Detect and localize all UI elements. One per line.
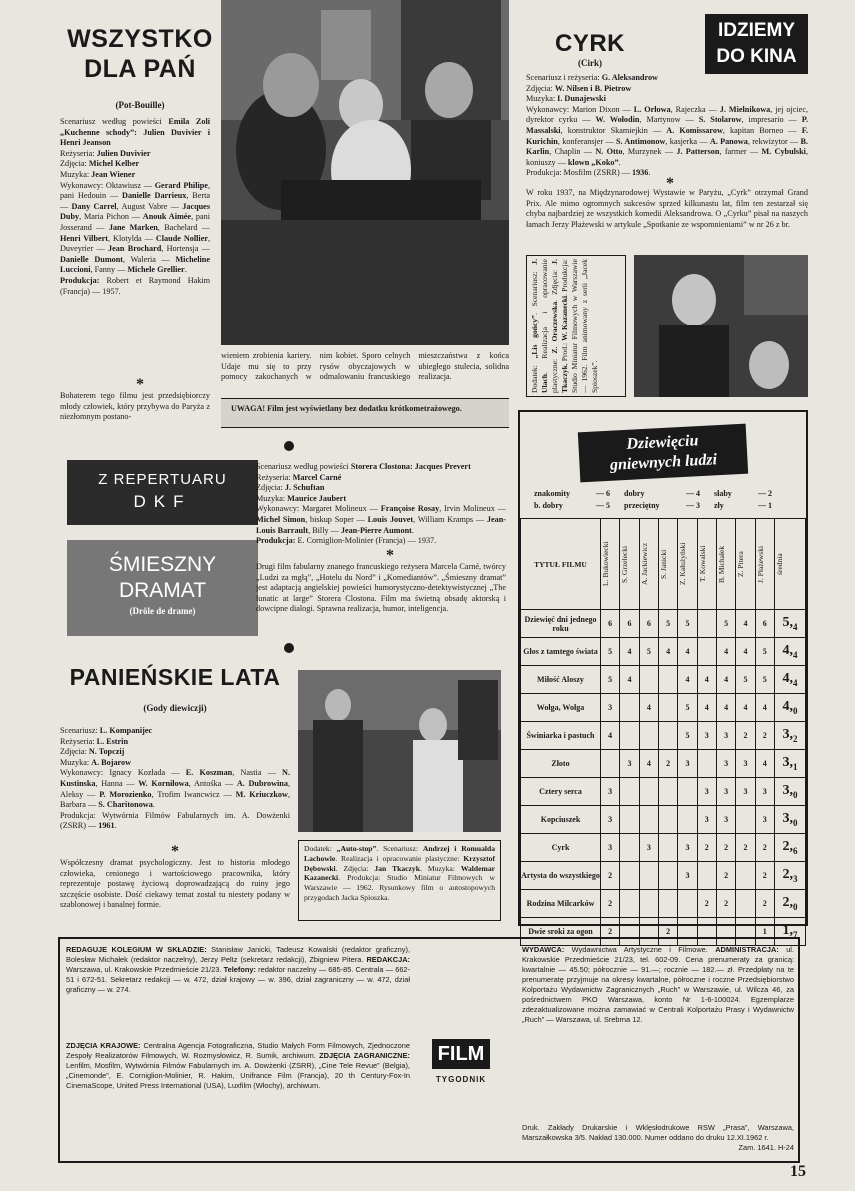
average-integer: 2, — [782, 895, 793, 911]
smieszny-credits: Scenariusz według powieści Storera Clostona: Jacques Prevert Reżyseria: Marcel Carné Zdjęcia: J. Schuftan Muzyka: Maurice Jaubert Wykonawcy: Margaret Molineux — Françoise Rosay, Irvin Molineux — Michel Simon, biskup Soper — Louis Jouvet, William Kramps — Jean-Louis Barrault, Billy — Jean-Pierre Aumont. Produkcja: E. Corniglion-Molinier (Francja) — 1937. — [256, 462, 507, 546]
average-decimal: 6 — [792, 845, 798, 856]
panienskie-still-photo — [298, 670, 501, 832]
score-cell: 2 — [601, 862, 620, 890]
score-cell: 1 — [755, 918, 774, 946]
ratings-panel — [518, 410, 808, 940]
title-line: DLA PAŃ — [84, 55, 196, 83]
score-cell: 3 — [601, 694, 620, 722]
ratings-table — [520, 518, 806, 946]
average-integer: 5, — [782, 615, 793, 631]
badge-line: DO KINA — [716, 46, 797, 67]
legend-label: przeciętny — [624, 501, 660, 510]
photo-credits: ZDJĘCIA KRAJOWE: Centralna Agencja Fotograficzna, Studio Małych Form Filmowych, Zjednoczone Zespoły Realizatorów Filmowych, W. Rozmysłowicz, R. Sumik, archiwum. ZDJĘCIA ZAGRANICZNE: Lenfilm, Mosfilm, Wytwórnia Filmów Fabularnych im. A. Dowżenki (ZSRR), „Cine Tele Revue” (Belgia), „Cinemonde”, E. Corniglion-Molinier, R. Hakim, Unifrance Film (Francja), 20 th Century-Fox-In CinemaScope, United Press International (USA), Luxfilm (Włochy), archiwum. — [66, 1041, 410, 1090]
score-cell: 2 — [755, 862, 774, 890]
critic-header — [678, 519, 697, 610]
wszystko-original-title: (Pot-Bouille) — [115, 100, 165, 110]
legend-label: słaby — [714, 489, 732, 498]
score-cell: 2 — [601, 890, 620, 918]
score-cell: 5 — [716, 610, 735, 638]
score-cell — [639, 666, 658, 694]
panienskie-credits: Scenariusz: L. Kompanijec Reżyseria: L. Estrin Zdjęcia: N. Topczij Muzyka: A. Bojarow Wykonawcy: Ignacy Kozłada — E. Koszman, Nastia — N. Kustinska, Hanna — W. Korniłowa, Antośka — A. Dubrowina, Aleksy — P. Morozienko, Trofim Iwancwicz — M. Kriuczkow, Barbara — S. Charitonowa. Produkcja: Wytwórnia Filmów Fabularnych im. A. Dowżenki (ZSRR) — 1961. — [60, 726, 291, 831]
score-cell — [620, 806, 639, 834]
score-cell: 5 — [755, 666, 774, 694]
score-cell — [620, 694, 639, 722]
critic-name: Z. Pitera — [736, 551, 746, 577]
average-cell — [774, 834, 805, 862]
average-decimal: 2 — [792, 733, 798, 744]
score-cell — [736, 890, 755, 918]
average-decimal: 4 — [792, 649, 798, 660]
score-cell: 3 — [716, 806, 735, 834]
score-cell — [639, 722, 658, 750]
film-title-cell: Rodzina Milcarków — [521, 890, 601, 918]
critic-name: Z. Kałużyński — [678, 542, 688, 586]
panienskie-title: PANIEŃSKIE LATA — [69, 664, 281, 690]
legend-label: dobry — [624, 489, 645, 498]
score-cell: 2 — [697, 890, 716, 918]
score-cell — [658, 666, 677, 694]
wszystko-review: Bohaterem tego filmu jest przedsiębiorczy młody człowiek, który przybywa do Paryża z niezłomnym postano- — [60, 391, 210, 422]
wszystko-credits: Scenariusz według powieści Emila Zoli „Kuchenne schody”: Julien Duvivier i Henri Jeanson Reżyseria: Julien Duvivier Zdjęcia: Michel Kelber Muzyka: Jean Wiener Wykonawcy: Oktawiusz — Gerard Philipe, pani Hedouin — Danielle Darrieux, Berta — Dany Carrel, August Vabre — Jacques Duby, Maria Pichon — Anouk Aimée, pani Josserand — Jane Marken, Bachelard — Henri Vilbert, Klotylda — Claude Nollier, Duveyrier — Jean Brochard, Hortensja — Danielle Dumont, Waleria — Micheline Luccioni, Fanny — Michele Grellier. Produkcja: Robert et Raymond Hakim (Francja) — 1957. — [60, 117, 211, 296]
average-cell — [774, 890, 805, 918]
average-integer: 2, — [782, 867, 793, 883]
average-integer: 2, — [782, 839, 793, 855]
average-integer: 3, — [782, 811, 793, 827]
score-cell — [678, 806, 697, 834]
score-cell — [658, 806, 677, 834]
average-cell — [774, 694, 805, 722]
score-cell: 4 — [755, 750, 774, 778]
film-logo: FILM — [432, 1039, 490, 1069]
critic-name: J. Płażewski — [755, 545, 765, 583]
film-title-cell: Głos z tamtego świata — [521, 638, 601, 666]
dkf-label: Z REPERTUARU — [98, 471, 227, 488]
critic-name: S. Grzelecki — [620, 545, 630, 583]
score-cell: 2 — [736, 722, 755, 750]
film-title-cell: Dwie sroki za ogon — [521, 918, 601, 946]
average-cell — [774, 778, 805, 806]
score-cell: 4 — [736, 694, 755, 722]
wszystko-still-photo — [221, 0, 509, 345]
legend-value: — 6 — [596, 489, 610, 498]
score-cell — [658, 778, 677, 806]
editorial-board: REDAGUJE KOLEGIUM W SKŁADZIE: Stanisław Janicki, Tadeusz Kowalski (redaktor graficzny), Bolesław Michałek (redaktor naczelny), Jerzy Peltz (sekretarz redakcji), Zbigniew Pitera. REDAKCJA: Warszawa, ul. Krakowskie Przedmieście 21/23. Telefony: redaktor naczelny — 685-85. Centrala — 662-51 i 672-51. Sekretarz redakcji — w. 472, dział krajowy — w. 396, dział zagraniczny — w. 472, dział graficzny — w. 274. — [66, 945, 411, 994]
separator-star: * — [171, 843, 179, 860]
score-cell — [697, 750, 716, 778]
average-integer: 3, — [782, 755, 793, 771]
average-cell — [774, 750, 805, 778]
score-cell — [620, 778, 639, 806]
smieszny-review: Drugi film fabularny znanego francuskiego reżysera Marcela Carné, twórcy „Ludzi za mgłą”, „Hotelu du Nord” i „Komediantów”. „Śmieszny dramat” jest adaptacją angielskiej powieści humorystyczno-detektywistycznej „The lunatic at large” Storera Clostona. Film ma świetną obsadę aktorską i dowcipne dialogi. Sprawna realizacja, humor, inteligencja. — [256, 562, 506, 614]
critic-header — [755, 519, 774, 610]
average-decimal: 0 — [792, 705, 798, 716]
publisher-info: WYDAWCA: Wydawnictwa Artystyczne i Filmowe. ADMINISTRACJA: ul. Krakowskie Przedmieście 21/23, tel. 602-09. Cena prenumeraty za granicą: kwartalnie — 45.50; półrocznie — 91.—; rocznie — 182.— zł. Przedpłaty na te prenumeratę przyjmuje na okresy kwartalne, półroczne i roczne Przedsiębiorstwo Kolportażu Wydawnictw Zagranicznych „Ruch” w Warszawie, ul. Wilcza 46, za pośrednictwem PKO Warszawa, konto Nr 1-6-100024. Egzemplarze zdezaktualizowane można zamawiać w Centrali Kolportażu Prasy i Wydawnictw „Ruch” — Warszawa, ul. Srebrna 12. — [522, 945, 795, 1024]
score-cell: 3 — [736, 778, 755, 806]
average-cell — [774, 638, 805, 666]
cyrk-addon-box — [526, 255, 626, 397]
table-row — [521, 890, 806, 918]
legend-value: — 4 — [686, 489, 700, 498]
wszystko-note: UWAGA! Film jest wyświetlany bez dodatku krótkometrażowego. — [231, 404, 462, 413]
score-cell: 5 — [678, 722, 697, 750]
score-cell — [658, 862, 677, 890]
score-cell — [639, 806, 658, 834]
average-cell — [774, 862, 805, 890]
score-cell: 5 — [678, 610, 697, 638]
score-cell — [639, 890, 658, 918]
score-cell: 6 — [755, 610, 774, 638]
average-integer: 4, — [782, 699, 793, 715]
score-cell: 2 — [755, 834, 774, 862]
table-row — [521, 806, 806, 834]
score-cell — [658, 722, 677, 750]
score-cell: 4 — [697, 666, 716, 694]
average-integer: 3, — [782, 783, 793, 799]
panienskie-review: Współczesny dramat psychologiczny. Jest to historia młodego człowieka, cenionego i wartościowego pracownika, który reprezentuje postawę życiową doprowadzającą do ruiny jego szczęście osobiste. Dość ciekawy temat został tu niestety podany w szablonowej i banalnej formie. — [60, 858, 290, 910]
critic-name: A. Jackiewicz — [639, 542, 649, 586]
average-decimal: 0 — [792, 901, 798, 912]
legend-row — [534, 488, 792, 500]
score-cell: 2 — [716, 890, 735, 918]
table-row — [521, 722, 806, 750]
score-cell: 3 — [678, 750, 697, 778]
score-cell: 6 — [620, 610, 639, 638]
ratings-title-line: Dziewięciu — [626, 432, 699, 453]
cyrk-review: W roku 1937, na Międzynarodowej Wystawie w Paryżu, „Cyrk” otrzymał Grand Prix. Ale mimo ogromnych sukcesów sprzed kilkunastu lat, film ten zestarzał się chyba najbardziej ze wszystkich komedii Aleksandrowa. O „Cyrku” pisał na naszych łamach Jerzy Płażewski w artykule „Spotkanie ze wspomnieniami” w nr 26 z br. — [526, 188, 808, 229]
score-cell: 5 — [678, 694, 697, 722]
table-row — [521, 610, 806, 638]
critic-header — [620, 519, 639, 610]
bullet-dot — [284, 643, 294, 653]
score-cell: 5 — [601, 638, 620, 666]
legend-label: b. dobry — [534, 501, 563, 510]
score-cell: 5 — [658, 610, 677, 638]
score-cell: 2 — [716, 834, 735, 862]
score-cell: 2 — [697, 834, 716, 862]
ratings-title-line: gniewnych ludzi — [609, 451, 718, 474]
score-cell: 3 — [601, 778, 620, 806]
average-decimal: 3 — [792, 873, 798, 884]
score-cell: 2 — [716, 862, 735, 890]
critic-header — [716, 519, 735, 610]
score-cell — [697, 862, 716, 890]
panienskie-addon: Dodatek: „Auto-stop”. Scenariusz: Andrzej i Romualda Lachowie. Realizacja i opracowanie plastyczne: Krzysztof Dębowski. Zdjęcia: Jan Tkaczyk. Muzyka: Waldemar Kazanecki. Produkcja: Studio Miniatur Filmowych w Warszawie — 1962. Rysunkowy film o autostopowych przygodach Jacka Spioszka. — [304, 844, 496, 902]
wszystko-title — [60, 24, 220, 84]
page-number: 15 — [790, 1163, 806, 1180]
score-cell: 4 — [716, 638, 735, 666]
table-row — [521, 666, 806, 694]
score-cell: 5 — [736, 666, 755, 694]
score-cell: 3 — [620, 750, 639, 778]
score-cell: 4 — [639, 750, 658, 778]
score-cell: 4 — [736, 610, 755, 638]
score-cell: 4 — [755, 694, 774, 722]
score-cell: 3 — [697, 778, 716, 806]
score-cell: 3 — [678, 862, 697, 890]
average-decimal: 0 — [792, 817, 798, 828]
ratings-header-row — [521, 519, 806, 610]
wszystko-note-box — [221, 398, 509, 428]
critic-header — [658, 519, 677, 610]
score-cell: 6 — [639, 610, 658, 638]
average-integer: 4, — [782, 643, 793, 659]
average-decimal: 4 — [792, 677, 798, 688]
separator-star: * — [136, 376, 144, 393]
score-cell — [639, 862, 658, 890]
score-cell: 3 — [697, 806, 716, 834]
score-cell — [697, 610, 716, 638]
separator-star: * — [386, 547, 394, 564]
score-cell — [736, 806, 755, 834]
score-cell: 3 — [716, 722, 735, 750]
score-cell: 3 — [755, 778, 774, 806]
score-cell: 2 — [658, 918, 677, 946]
score-cell — [620, 834, 639, 862]
table-row — [521, 694, 806, 722]
score-cell — [601, 750, 620, 778]
score-cell: 4 — [620, 638, 639, 666]
score-cell: 2 — [658, 750, 677, 778]
score-cell: 3 — [736, 750, 755, 778]
film-title-cell: Cyrk — [521, 834, 601, 862]
film-title-cell: Wołga, Wołga — [521, 694, 601, 722]
average-cell — [774, 722, 805, 750]
table-row — [521, 750, 806, 778]
average-decimal: 0 — [792, 789, 798, 800]
score-cell: 4 — [658, 638, 677, 666]
dkf-repertoire-box — [67, 460, 258, 525]
score-cell: 4 — [639, 694, 658, 722]
average-decimal: 1 — [792, 761, 798, 772]
film-title-cell: Złoto — [521, 750, 601, 778]
score-cell: 4 — [716, 666, 735, 694]
critic-name: średnia — [774, 553, 784, 575]
critic-header — [736, 519, 755, 610]
score-cell: 4 — [620, 666, 639, 694]
ratings-legend — [534, 488, 792, 512]
average-cell — [774, 610, 805, 638]
score-cell — [658, 890, 677, 918]
score-cell — [678, 890, 697, 918]
legend-value: — 3 — [686, 501, 700, 510]
legend-value: — 1 — [758, 501, 772, 510]
cyrk-addon: Dodatek: „Lis gońcy”. Scenariusz: J. Ulach. Realizacja i opracowanie plastyczne: Z. Oraczewska. Zdjęcia: J. Tkaczyk, Prod.: W. Kazanecki. Produkcja: Studio Miniatur Filmowych w Warszawie — 1962. Film animowany z serii „Jacek Spioszek”. — [530, 259, 599, 393]
score-cell — [658, 694, 677, 722]
panienskie-addon-box — [298, 840, 501, 921]
bullet-dot — [284, 441, 294, 451]
critic-header — [774, 519, 805, 610]
print-info: Druk. Zakłady Drukarskie i Wklęsłodrukowe RSW „Prasa”, Warszawa, Marszałkowska 3/5. Nakład 130.000. Numer oddano do druku 12.XI.1962 r. — [522, 1123, 794, 1142]
order-number: Zam. 1641. H-24 — [738, 1143, 794, 1152]
average-integer: 4, — [782, 671, 793, 687]
wszystko-review-continued: wieniem zrobienia kariery. Udaje mu się to przy pomocy zakochanych w nim kobiet. Sporo celnych rysów obyczajowych w odmalowaniu francuskiego mieszczaństwa z końca ubiegłego stulecia, solidna realizacja. — [221, 351, 509, 382]
critic-name: T. Kowalski — [697, 545, 707, 583]
cyrk-still-photo — [634, 255, 808, 397]
score-cell: 4 — [678, 638, 697, 666]
badge-line: IDZIEMY — [717, 20, 796, 41]
title-line: WSZYSTKO — [67, 25, 213, 53]
legend-label: zły — [714, 501, 724, 510]
cyrk-original-title: (Cirk) — [578, 58, 602, 68]
editorial-footer — [58, 937, 800, 1163]
average-integer: 3, — [782, 727, 793, 743]
score-cell: 3 — [697, 722, 716, 750]
score-cell: 3 — [716, 750, 735, 778]
cyrk-credits: Scenariusz i reżyseria: G. Aleksandrow Zdjęcia: W. Nilsen i B. Pietrow Muzyka: I. Dunajewski Wykonawcy: Marion Dixon — L. Orłowa, Rajeczka — J. Mielnikowa, jej ojciec, dyrektor cyrku — W. Wołodin, Martynow — S. Stolarow, impresario — P. Massalski, konstruktor Skamiejkin — A. Komissarow, kapitan Borneo — F. Kurichin, konferansjer — S. Antimonow, kasjerka — A. Panowa, rekwizytor — B. Karlin, Chaplin — N. Otto, Murzynek — J. Patterson, farmer — M. Cybulski, koniuszy — klown „Koko”. Produkcja: Mosfilm (ZSRR) — 1936. — [526, 73, 809, 178]
score-cell: 5 — [601, 666, 620, 694]
ratings-title — [578, 424, 748, 483]
score-cell: 3 — [601, 834, 620, 862]
score-cell: 3 — [678, 834, 697, 862]
score-cell: 2 — [736, 834, 755, 862]
smieszny-original-title: (Drôle de drame) — [129, 606, 196, 616]
critic-header — [697, 519, 716, 610]
panienskie-original-title: (Gody diewiczji) — [143, 703, 207, 713]
film-title-cell: Artysta do wszystkiego — [521, 862, 601, 890]
score-cell: 3 — [755, 806, 774, 834]
score-cell: 5 — [639, 638, 658, 666]
film-title-cell: Świniarka i pastuch — [521, 722, 601, 750]
table-row — [521, 638, 806, 666]
title-line: DRAMAT — [118, 579, 207, 602]
score-cell: 3 — [601, 806, 620, 834]
table-row — [521, 862, 806, 890]
smieszny-dramat-title-box — [67, 540, 258, 636]
critic-header — [639, 519, 658, 610]
critic-name: S. Janicki — [658, 549, 668, 579]
score-cell: 2 — [755, 890, 774, 918]
film-title-header: TYTUŁ FILMU — [521, 519, 601, 610]
critic-header — [601, 519, 620, 610]
critic-name: L. Bukowiecki — [601, 541, 610, 587]
critic-name: B. Michałek — [716, 545, 726, 583]
score-cell — [639, 778, 658, 806]
score-cell — [620, 722, 639, 750]
average-integer: 1, — [782, 923, 793, 939]
score-cell: 2 — [601, 918, 620, 946]
average-decimal: 4 — [792, 621, 798, 632]
film-title-cell: Cztery serca — [521, 778, 601, 806]
film-title-cell: Kopciuszek — [521, 806, 601, 834]
title-line: ŚMIESZNY — [108, 553, 217, 576]
idziemy-do-kina-badge — [705, 14, 808, 74]
score-cell: 3 — [716, 778, 735, 806]
score-cell: 3 — [639, 834, 658, 862]
legend-row — [534, 500, 792, 512]
score-cell: 6 — [601, 610, 620, 638]
film-logo-subtitle: TYGODNIK — [435, 1075, 487, 1084]
separator-star: * — [666, 175, 674, 192]
score-cell — [697, 638, 716, 666]
average-cell — [774, 806, 805, 834]
table-row — [521, 778, 806, 806]
score-cell — [736, 862, 755, 890]
score-cell — [620, 890, 639, 918]
dkf-label: DKF — [133, 492, 192, 511]
score-cell: 5 — [755, 638, 774, 666]
film-title-cell: Dziewięć dni jednego roku — [521, 610, 601, 638]
cyrk-title: CYRK — [554, 30, 625, 57]
score-cell: 4 — [601, 722, 620, 750]
legend-value: — 5 — [596, 501, 610, 510]
average-decimal: 7 — [792, 929, 798, 940]
film-title-cell: Miłość Aloszy — [521, 666, 601, 694]
legend-label: znakomity — [534, 489, 570, 498]
legend-value: — 2 — [758, 489, 772, 498]
table-row — [521, 834, 806, 862]
score-cell: 4 — [678, 666, 697, 694]
score-cell — [678, 778, 697, 806]
score-cell — [620, 862, 639, 890]
score-cell: 4 — [736, 638, 755, 666]
score-cell — [658, 834, 677, 862]
score-cell: 4 — [716, 694, 735, 722]
score-cell: 4 — [697, 694, 716, 722]
score-cell: 2 — [755, 722, 774, 750]
average-cell — [774, 666, 805, 694]
